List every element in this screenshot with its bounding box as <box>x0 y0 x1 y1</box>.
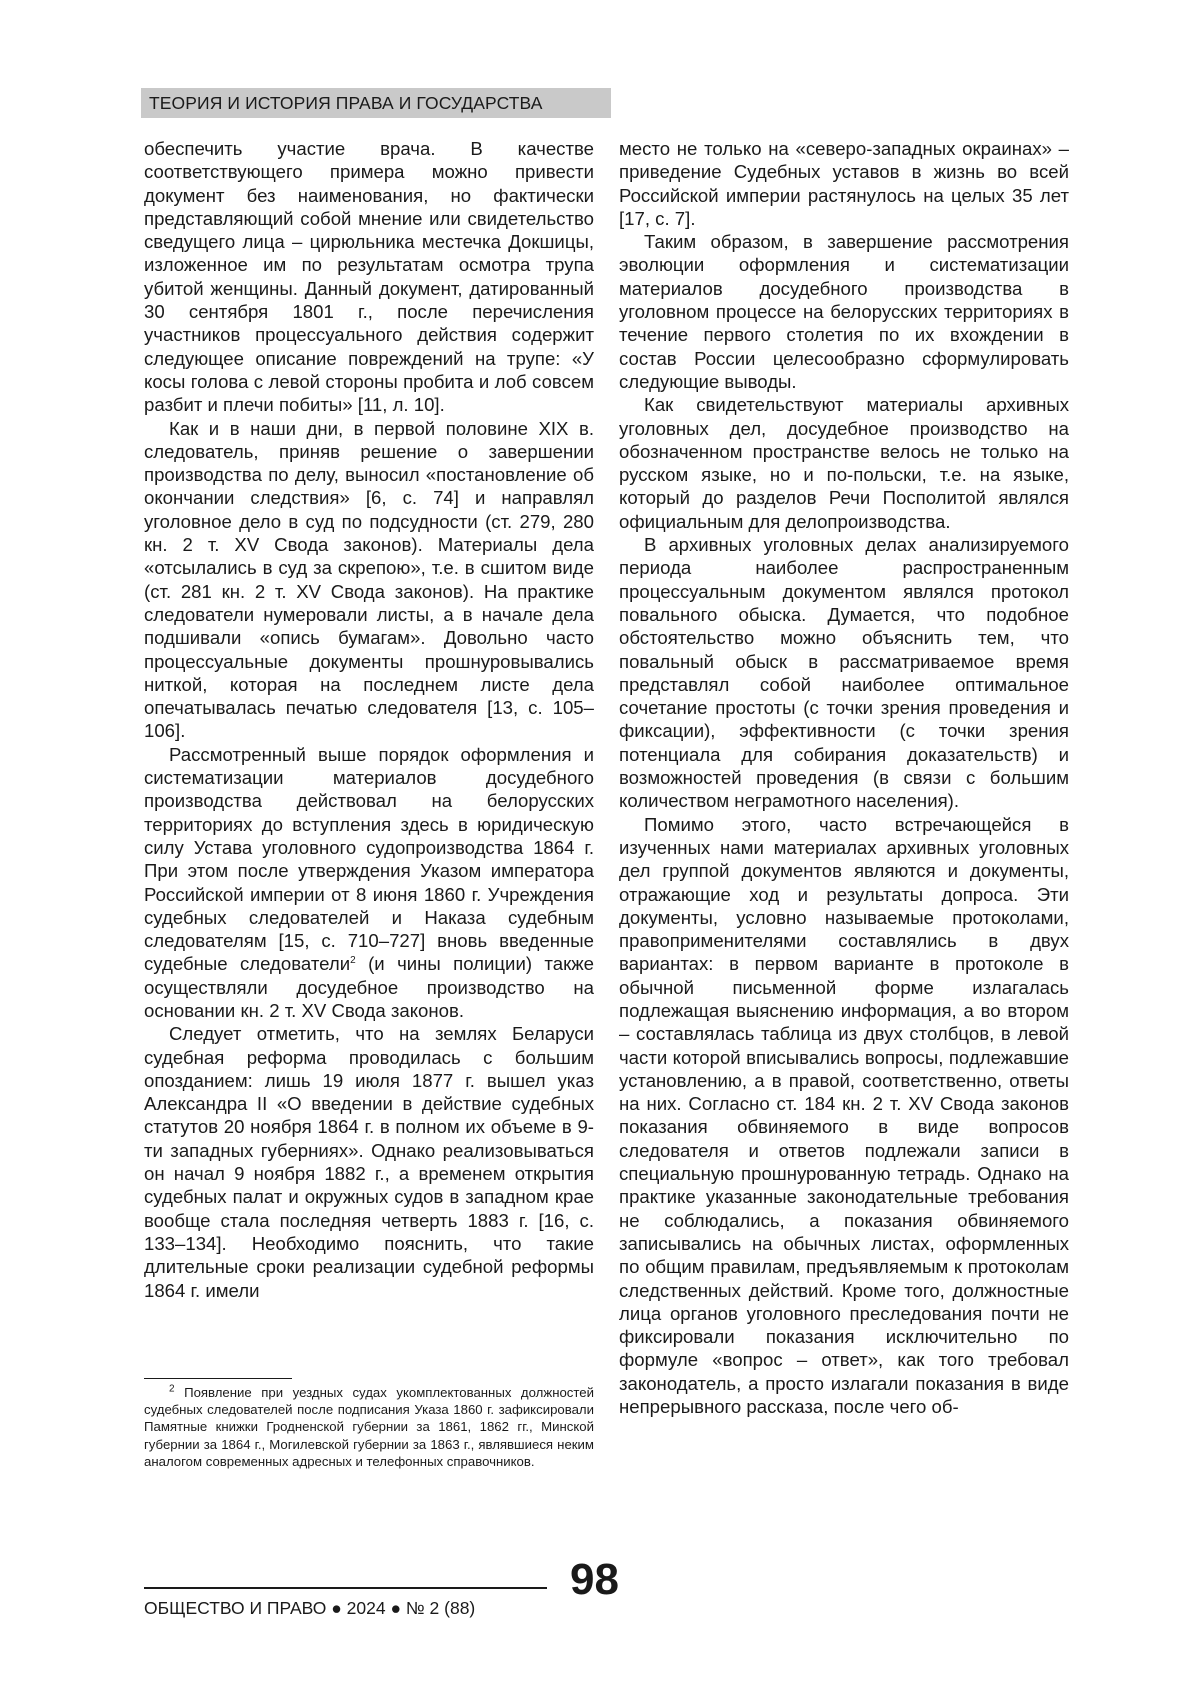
footnote-body: Появление при уездных судах укомплектованных должностей судебных следователей после подписания Указа 1860 г. зафиксировали Памятные книжки Гродненской губернии за 1861, 1862 гг., Минской губернии за 1864 г., Могилевской губернии за 1863 г., являвшиеся неким аналогом современных адресных и телефонных справочников. <box>144 1385 594 1469</box>
footnote <box>144 1384 594 1470</box>
footnote-text <box>144 1384 594 1470</box>
section-header <box>141 88 611 118</box>
section-title: ТЕОРИЯ И ИСТОРИЯ ПРАВА И ГОСУДАРСТВА <box>149 93 543 113</box>
paragraph-text: (и чины полиции) также осуществляли досудебное производство на основании кн. 2 т. XV Свода законов. <box>144 953 594 1021</box>
paragraph-text: Рассмотренный выше порядок оформления и систематизации материалов досудебного производства действовал на белорусских территориях до вступления здесь в юридическую силу Устава уголовного судопроизводства 1864 г. При этом после утверждения Указом императора Российской империи от 8 июня 1860 г. Учреждения судебных следователей и Наказа судебным следователям [15, с. 710–727] вновь введенные судебные следователи <box>144 743 594 975</box>
paragraph: Таким образом, в завершение рассмотрения эволюции оформления и систематизации материалов досудебного производства в уголовном процессе на белорусских территориях в течение первого столетия по их вхождении в состав России целесообразно сформулировать следующие выводы. <box>619 231 1069 392</box>
paragraph: Следует отметить, что на землях Беларуси судебная реформа проводилась с большим опозданием: лишь 19 июля 1877 г. вышел указ Александра II «О введении в действие судебных статутов 20 ноября 1864 г. в полном их объеме в 9-ти западных губерниях». Однако реализовываться он начал 9 ноября 1882 г., а временем открытия судебных палат и окружных судов в западном крае вообще стала последняя четверть 1883 г. [16, с. 133–134]. Необходимо пояснить, что такие длительные сроки реализации судебной реформы 1864 г. имели <box>144 1023 594 1301</box>
journal-info: ОБЩЕСТВО И ПРАВО ● 2024 ● № 2 (88) <box>144 1598 476 1618</box>
paragraph: Помимо этого, часто встречающейся в изученных нами материалах архивных уголовных дел группой документов являются и документы, отражающие ход и результаты допроса. Эти документы, условно называемые протоколами, правоприменителями составлялись в двух вариантах: в первом варианте в протоколе в обычной письменной форме излагалась подлежащая выяснению информация, а во втором – составлялась таблица из двух столбцов, в левой части которой вписывались вопросы, подлежавшие установлению, а в правой, соответственно, ответы на них. Согласно ст. 184 кн. 2 т. XV Свода законов показания обвиняемого в виде вопросов следователя и ответов подлежали записи в специальную прошнурованную тетрадь. Однако на практике указанные законодательные требования не соблюдались, а показания обвиняемого записывались на обычных листах, оформленных по общим правилам, предъявляемым к протоколам следственных действий. Кроме того, должностные лица органов уголовного преследования почти не фиксировали показания исключительно по формуле «вопрос – ответ», как того требовал законодатель, а просто излагали показания в виде непрерывного рассказа, после чего об- <box>619 813 1069 1418</box>
footnote-divider <box>144 1378 292 1379</box>
paragraph: Как и в наши дни, в первой половине XIX в. следователь, приняв решение о завершении производства по делу, выносил «постановление об окончании следствия» [6, с. 74] и направлял уголовное дело в суд по подсудности (ст. 279, 280 кн. 2 т. XV Свода законов). Материалы дела «отсылались в суд за скрепою», т.е. в сшитом виде (ст. 281 кн. 2 т. XV Свода законов). На практике следователи нумеровали листы, а в начале дела подшивали «опись бумагам». Довольно часто процессуальные документы прошнуровывались ниткой, которая на последнем листе дела опечатывалась печатью следователя [13, с. 105–106]. <box>144 417 594 742</box>
paragraph: В архивных уголовных делах анализируемого периода наиболее распространенным процессуальным документом являлся протокол повального обыска. Думается, что подобное обстоятельство можно объяснить тем, что повальный обыск в рассматриваемое время представлял собой наиболее оптимальное сочетание простоты (с точки зрения проведения и фиксации), эффективности (с точки зрения потенциала для собирания доказательств) и возможностей проведения (в связи с большим количеством неграмотного населения). <box>619 534 1069 812</box>
paragraph <box>144 743 594 1023</box>
left-column <box>144 137 594 1302</box>
paragraph: место не только на «северо-западных окраинах» – приведение Судебных уставов в жизнь во всей Российской империи растянулось на целых 35 лет [17, с. 7]. <box>619 138 1069 229</box>
page-number: 98 <box>570 1555 619 1604</box>
footer-divider <box>144 1587 547 1589</box>
footnote-ref: 2 <box>350 955 356 967</box>
right-column <box>619 137 1069 1418</box>
paragraph: Как свидетельствуют материалы архивных уголовных дел, досудебное производство на обозначенном пространстве велось не только на русском языке, но и по-польски, т.е. на языке, который до разделов Речи Посполитой являлся официальным для делопроизводства. <box>619 394 1069 532</box>
paragraph: обеспечить участие врача. В качестве соответствующего примера можно привести документ без наименования, но фактически представляющий собой мнение или свидетельство сведущего лица – цирюльника местечка Докшицы, изложенное им по результатам осмотра трупа убитой женщины. Данный документ, датированный 30 сентября 1801 г., после перечисления участников процессуального действия содержит следующее описание повреждений на трупе: «У косы голова с левой стороны пробита и лоб совсем разбит и плечи побиты» [11, л. 10]. <box>144 138 594 416</box>
footnote-number: 2 <box>169 1383 175 1395</box>
